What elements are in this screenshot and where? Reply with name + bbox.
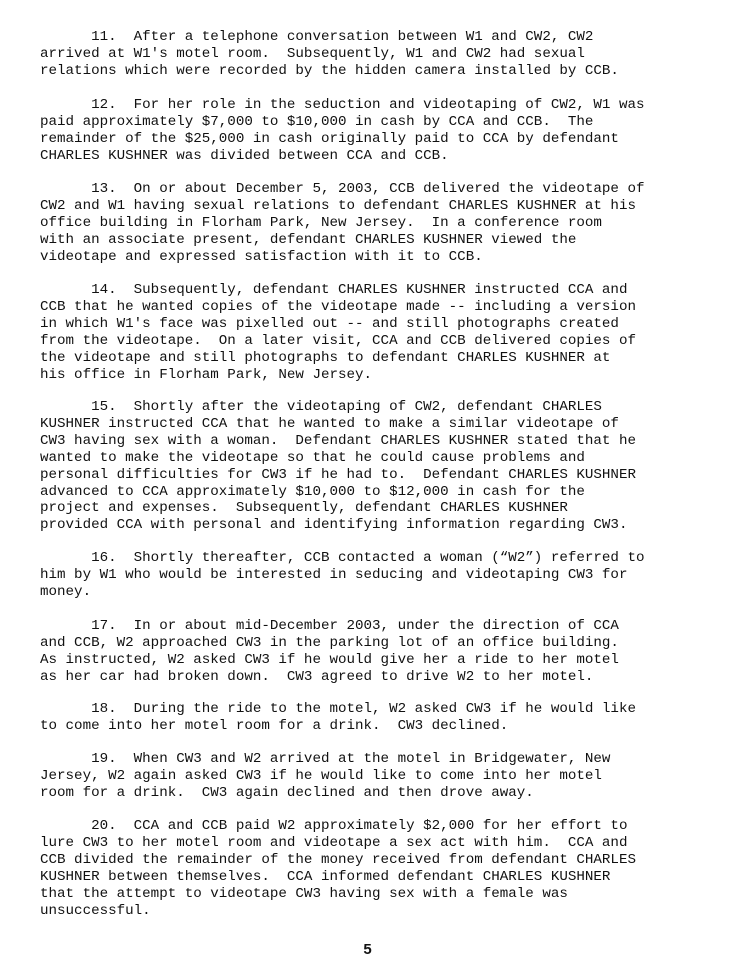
- paragraph-16: [40, 550, 720, 601]
- paragraph-20: [40, 818, 720, 919]
- paragraph-12: [40, 97, 720, 165]
- text-line: 11. After a telephone conversation between W1 and CW2, CW2: [40, 29, 594, 45]
- paragraph-19: [40, 751, 720, 802]
- paragraph-13: [40, 181, 720, 266]
- paragraph-11: [40, 29, 720, 80]
- text-line: 13. On or about December 5, 2003, CCB delivered the videotape of: [40, 181, 645, 197]
- text-line: provided CCA with personal and identifying information regarding CW3.: [40, 517, 628, 534]
- text-line: CCB divided the remainder of the money received from defendant CHARLES: [40, 851, 636, 868]
- text-line: As instructed, W2 asked CW3 if he would give her a ride to her motel: [40, 651, 619, 668]
- text-line: relations which were recorded by the hidden camera installed by CCB.: [40, 62, 619, 79]
- paragraph-14: [40, 282, 720, 383]
- paragraph-17: [40, 618, 720, 686]
- page-number: 5: [363, 941, 372, 958]
- text-line: project and expenses. Subsequently, defendant CHARLES KUSHNER: [40, 500, 568, 517]
- text-line: arrived at W1's motel room. Subsequently, W1 and CW2 had sexual: [40, 45, 585, 62]
- text-line: 17. In or about mid-December 2003, under the direction of CCA: [40, 618, 619, 634]
- text-line: KUSHNER instructed CCA that he wanted to make a similar videotape of: [40, 415, 619, 432]
- text-line: the videotape and still photographs to defendant CHARLES KUSHNER at: [40, 349, 611, 366]
- text-line: CW2 and W1 having sexual relations to defendant CHARLES KUSHNER at his: [40, 197, 636, 214]
- text-line: CHARLES KUSHNER was divided between CCA and CCB.: [40, 147, 449, 164]
- text-line: wanted to make the videotape so that he could cause problems and: [40, 449, 585, 466]
- text-line: money.: [40, 583, 92, 600]
- text-line: remainder of the $25,000 in cash originally paid to CCA by defendant: [40, 130, 619, 147]
- text-line: him by W1 who would be interested in seducing and videotaping CW3 for: [40, 566, 628, 583]
- text-line: advanced to CCA approximately $10,000 to $12,000 in cash for the: [40, 483, 585, 500]
- text-line: 20. CCA and CCB paid W2 approximately $2,000 for her effort to: [40, 818, 628, 834]
- text-line: videotape and expressed satisfaction with it to CCB.: [40, 248, 483, 265]
- text-line: room for a drink. CW3 again declined and then drove away.: [40, 784, 534, 801]
- text-line: CW3 having sex with a woman. Defendant CHARLES KUSHNER stated that he: [40, 432, 636, 449]
- text-line: in which W1's face was pixelled out -- and still photographs created: [40, 315, 619, 332]
- paragraph-15: [40, 399, 720, 534]
- text-line: CCB that he wanted copies of the videotape made -- including a version: [40, 298, 636, 315]
- text-line: Jersey, W2 again asked CW3 if he would like to come into her motel: [40, 767, 602, 784]
- text-line: KUSHNER between themselves. CCA informed defendant CHARLES KUSHNER: [40, 868, 611, 885]
- text-line: 16. Shortly thereafter, CCB contacted a woman (“W2”) referred to: [40, 550, 645, 566]
- text-line: 19. When CW3 and W2 arrived at the motel in Bridgewater, New: [40, 751, 611, 767]
- text-line: from the videotape. On a later visit, CCA and CCB delivered copies of: [40, 332, 636, 349]
- text-line: personal difficulties for CW3 if he had to. Defendant CHARLES KUSHNER: [40, 466, 636, 483]
- text-line: unsuccessful.: [40, 902, 151, 919]
- text-line: 12. For her role in the seduction and videotaping of CW2, W1 was: [40, 97, 645, 113]
- text-line: 15. Shortly after the videotaping of CW2, defendant CHARLES: [40, 399, 602, 415]
- text-line: lure CW3 to her motel room and videotape a sex act with him. CCA and: [40, 834, 628, 851]
- text-line: and CCB, W2 approached CW3 in the parking lot of an office building.: [40, 634, 619, 651]
- text-line: 18. During the ride to the motel, W2 asked CW3 if he would like: [40, 701, 636, 717]
- text-line: office building in Florham Park, New Jersey. In a conference room: [40, 214, 602, 231]
- text-line: 14. Subsequently, defendant CHARLES KUSHNER instructed CCA and: [40, 282, 628, 298]
- text-line: his office in Florham Park, New Jersey.: [40, 366, 373, 383]
- paragraph-18: [40, 701, 720, 735]
- text-line: as her car had broken down. CW3 agreed to drive W2 to her motel.: [40, 668, 594, 685]
- text-line: to come into her motel room for a drink. CW3 declined.: [40, 717, 509, 734]
- text-line: with an associate present, defendant CHARLES KUSHNER viewed the: [40, 231, 577, 248]
- text-line: paid approximately $7,000 to $10,000 in cash by CCA and CCB. The: [40, 113, 594, 130]
- text-line: that the attempt to videotape CW3 having sex with a female was: [40, 885, 568, 902]
